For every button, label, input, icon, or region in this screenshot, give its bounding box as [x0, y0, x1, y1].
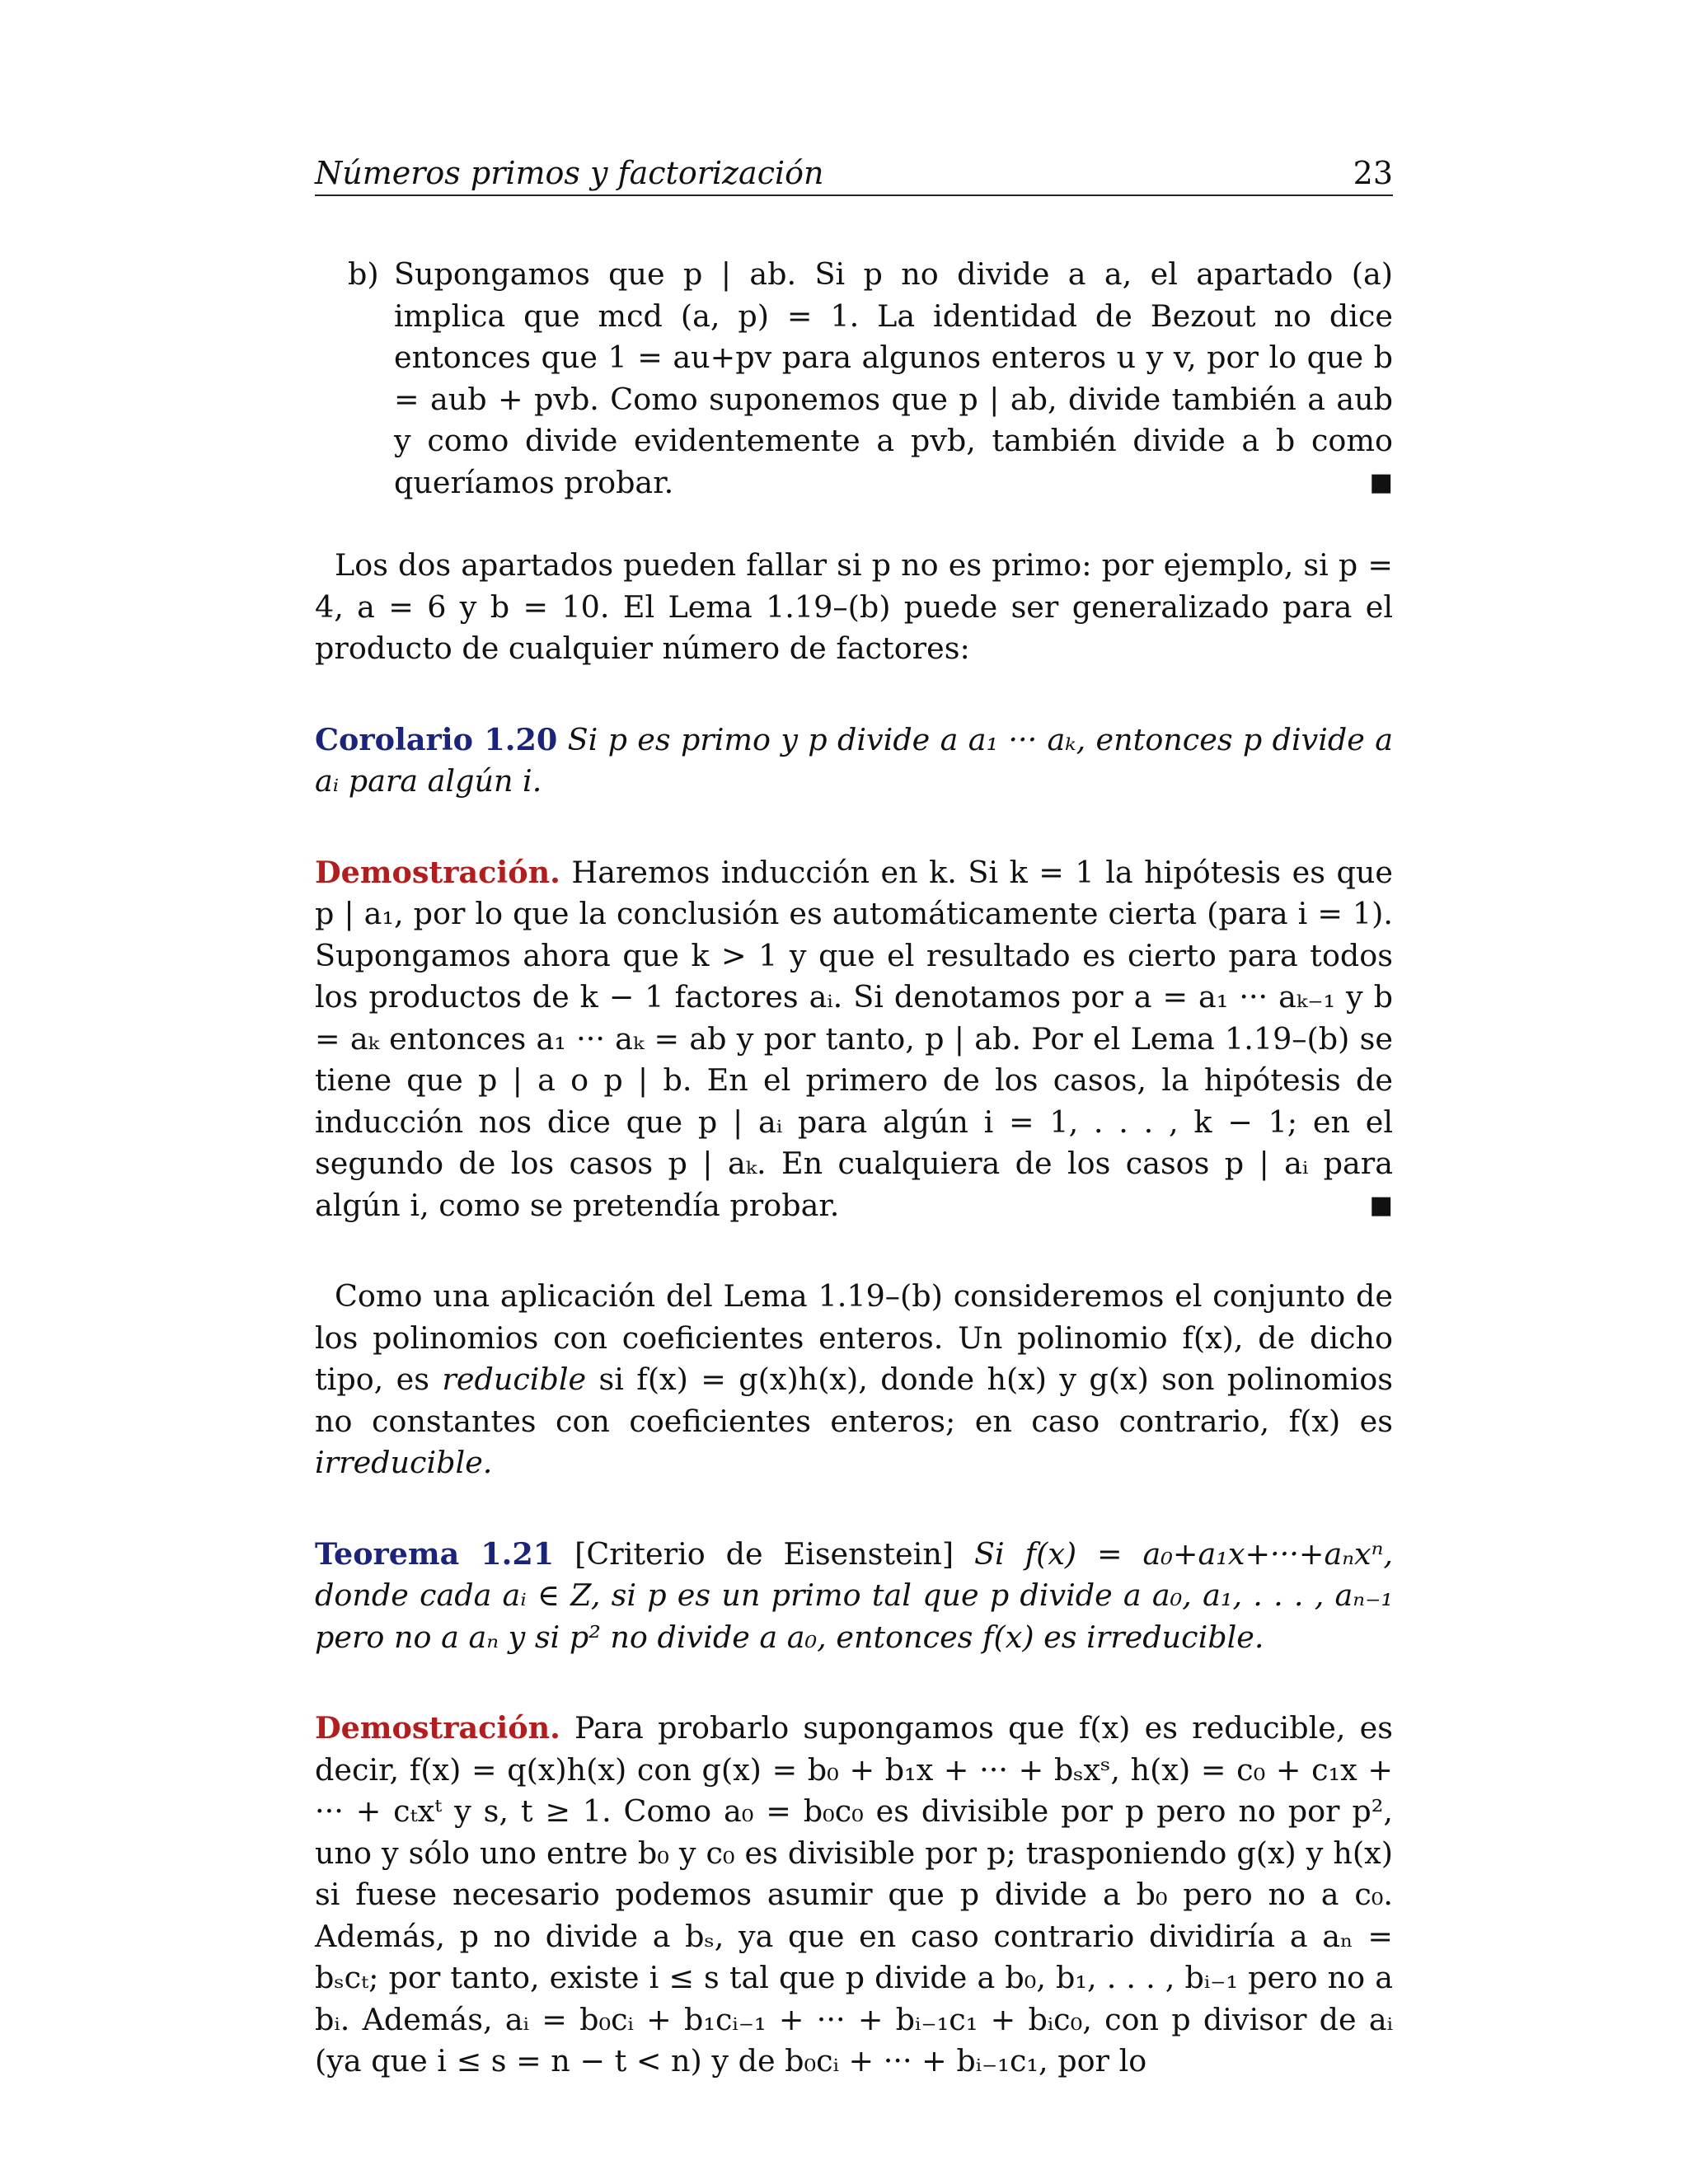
paragraph-text: Como una aplicación del Lema 1.19–(b) consideremos el conjunto de los polinomios con coeficientes enteros. Un polinomio f(x), de dicho tipo, es [315, 1278, 1393, 1397]
proof-text: Para probarlo supongamos que f(x) es reducible, es decir, f(x) = q(x)h(x) con g(x) = b₀ + b₁x + ··· + bₛxˢ, h(x) = c₀ + c₁x + ··· + cₜxᵗ y s, t ≥ 1. Como a₀ = b₀c₀ es divisible por p pero no por p², uno y sólo uno entre b₀ y c₀ es divisible por p; trasponiendo g(x) y h(x) si fuese necesario podemos asumir que p divide a b₀ pero no a c₀. Además, p no divide a bₛ, ya que en caso contrario dividiría a aₙ = bₛcₜ; por tanto, existe i ≤ s tal que p divide a b₀, b₁, . . . , bᵢ₋₁ pero no a bᵢ. Además, aᵢ = b₀cᵢ + b₁cᵢ₋₁ + ··· + bᵢ₋₁c₁ + bᵢc₀, con p divisor de aᵢ (ya que i ≤ s = n − t < n) y de b₀cᵢ + ··· + bᵢ₋₁c₁, por lo [315, 1710, 1394, 2079]
theorem-name: [Criterio de Eisenstein] [574, 1535, 954, 1572]
corollary [315, 719, 1393, 803]
qed-square-icon: ■ [1369, 1190, 1393, 1220]
header-title: Números primos y factorización [315, 155, 824, 191]
proof [315, 1708, 1393, 2083]
item-text: Supongamos que p | ab. Si p no divide a a, el apartado (a) implica que mcd (a, p) = 1. La identidad de Bezout no dice entonces que 1 = au+pv para algunos enteros u y v, por lo que b = aub + pvb. Como suponemos que p | ab, divide también a aub y como divide evidentemente a pvb, también divide a b como queríamos probar. [394, 256, 1393, 500]
page-number: 23 [1353, 155, 1393, 191]
theorem-heading: Teorema 1.21 [315, 1535, 555, 1572]
paragraph [315, 1276, 1393, 1484]
proof-item-b [348, 254, 1393, 504]
theorem [315, 1534, 1393, 1659]
term-reducible: reducible [442, 1361, 587, 1397]
theorem-statement: Si f(x) = a₀+a₁x+···+aₙxⁿ, donde cada aᵢ ∈ Z, si p es un primo tal que p divide a a₀, a₁, . . . , aₙ₋₁ pero no a aₙ y si p² no divide a a₀, entonces f(x) es irreducible. [315, 1535, 1393, 1655]
paragraph-text: si f(x) = g(x)h(x), donde h(x) y g(x) son polinomios no constantes con coeficientes enteros; en caso contrario, f(x) es [315, 1361, 1394, 1439]
paragraph: Los dos apartados pueden fallar si p no es primo: por ejemplo, si p = 4, a = 6 y b = 10. El Lema 1.19–(b) puede ser generalizado para el producto de cualquier número de factores: [315, 547, 1393, 666]
corollary-heading: Corolario 1.20 [315, 721, 558, 757]
proof [315, 852, 1393, 1227]
corollary-statement: Si p es primo y p divide a a₁ ··· aₖ, entonces p divide a aᵢ para algún i. [315, 721, 1393, 799]
item-body [394, 254, 1393, 504]
proof-heading: Demostración. [315, 854, 560, 890]
qed-square-icon: ■ [1369, 467, 1393, 497]
running-header [315, 142, 1393, 196]
item-label: b) [348, 256, 379, 292]
page-content [315, 254, 1393, 2083]
proof-text: Haremos inducción en k. Si k = 1 la hipótesis es que p | a₁, por lo que la conclusión es automáticamente cierta (para i = 1). Supongamos ahora que k > 1 y que el resultado es cierto para todos los productos de k − 1 factores aᵢ. Si denotamos por a = a₁ ··· aₖ₋₁ y b = aₖ entonces a₁ ··· aₖ = ab y por tanto, p | ab. Por el Lema 1.19–(b) se tiene que p | a o p | b. En el primero de los casos, la hipótesis de inducción nos dice que p | aᵢ para algún i = 1, . . . , k − 1; en el segundo de los casos p | aₖ. En cualquiera de los casos p | aᵢ para algún i, como se pretendía probar. [315, 854, 1393, 1223]
term-irreducible: irreducible. [315, 1445, 493, 1480]
proof-heading: Demostración. [315, 1710, 560, 1746]
